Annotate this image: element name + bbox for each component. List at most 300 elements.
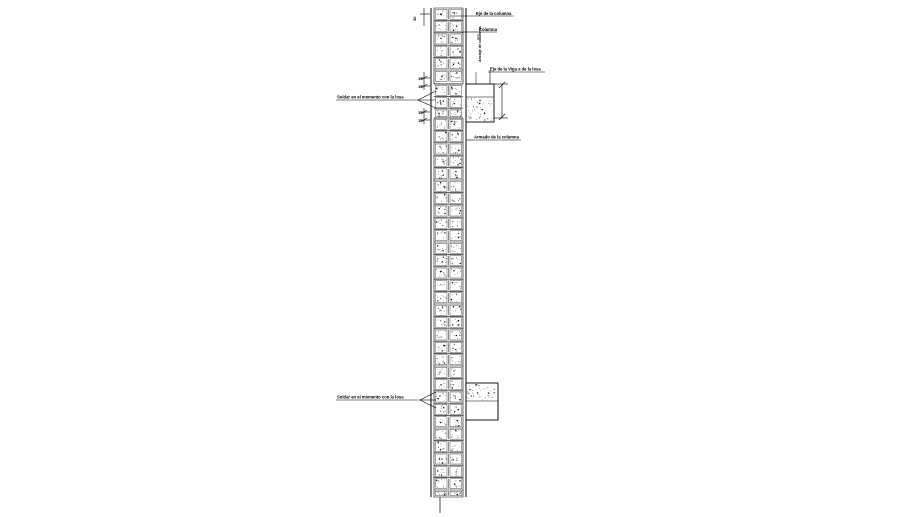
aggregate-mark bbox=[439, 363, 440, 364]
dim-upper-left-2: 15 bbox=[418, 84, 423, 89]
aggregate-dot bbox=[489, 102, 490, 103]
aggregate-dot bbox=[445, 120, 446, 121]
aggregate-dot bbox=[479, 388, 480, 389]
aggregate-dot bbox=[445, 75, 446, 76]
aggregate-dot bbox=[442, 422, 443, 423]
block-cell bbox=[436, 268, 448, 278]
aggregate-dot bbox=[452, 368, 453, 369]
aggregate-dot bbox=[438, 430, 439, 431]
aggregate-dot bbox=[459, 163, 460, 164]
block-cell bbox=[450, 9, 462, 19]
aggregate-dot bbox=[452, 387, 453, 388]
column-block bbox=[434, 130, 463, 141]
aggregate-dot bbox=[437, 487, 438, 488]
aggregate-mark bbox=[473, 396, 474, 397]
column-block bbox=[434, 478, 463, 489]
aggregate-mark bbox=[446, 258, 447, 259]
aggregate-dot bbox=[453, 270, 454, 271]
aggregate-dot bbox=[453, 124, 454, 125]
aggregate-mark bbox=[443, 111, 444, 112]
aggregate-dot bbox=[441, 350, 442, 351]
aggregate-dot bbox=[439, 494, 440, 495]
aggregate-dot bbox=[441, 22, 442, 23]
aggregate-dot bbox=[460, 310, 461, 311]
aggregate-dot bbox=[436, 221, 437, 222]
aggregate-dot bbox=[437, 233, 438, 234]
aggregate-dot bbox=[442, 494, 443, 495]
aggregate-dot bbox=[468, 392, 469, 393]
aggregate-dot bbox=[457, 273, 458, 274]
aggregate-dot bbox=[442, 405, 443, 406]
aggregate-dot bbox=[457, 338, 458, 339]
aggregate-dot bbox=[457, 110, 458, 111]
aggregate-dot bbox=[458, 150, 459, 151]
aggregate-dot bbox=[441, 219, 442, 220]
aggregate-dot bbox=[443, 100, 444, 101]
block-cell bbox=[450, 22, 462, 32]
aggregate-dot bbox=[455, 430, 456, 431]
aggregate-mark bbox=[477, 107, 478, 108]
aggregate-dot bbox=[443, 139, 444, 140]
aggregate-mark bbox=[458, 233, 459, 234]
aggregate-dot bbox=[442, 248, 443, 249]
aggregate-dot bbox=[452, 457, 453, 458]
aggregate-dot bbox=[482, 400, 483, 401]
aggregate-dot bbox=[459, 356, 460, 357]
aggregate-dot bbox=[453, 384, 454, 385]
aggregate-dot bbox=[437, 249, 438, 250]
aggregate-mark bbox=[470, 117, 471, 118]
aggregate-dot bbox=[480, 391, 481, 392]
aggregate-mark bbox=[487, 118, 488, 119]
aggregate-dot bbox=[452, 282, 453, 283]
aggregate-dot bbox=[438, 258, 439, 259]
aggregate-dot bbox=[467, 397, 468, 398]
aggregate-dot bbox=[438, 493, 439, 494]
aggregate-dot bbox=[459, 306, 460, 307]
aggregate-dot bbox=[460, 361, 461, 362]
aggregate-dot bbox=[444, 311, 445, 312]
aggregate-dot bbox=[456, 458, 457, 459]
aggregate-dot bbox=[457, 39, 458, 40]
aggregate-dot bbox=[460, 363, 461, 364]
aggregate-dot bbox=[441, 232, 442, 233]
column-block bbox=[434, 143, 463, 154]
aggregate-dot bbox=[455, 475, 456, 476]
aggregate-dot bbox=[475, 386, 476, 387]
aggregate-dot bbox=[459, 208, 460, 209]
aggregate-dot bbox=[439, 220, 440, 221]
aggregate-dot bbox=[441, 336, 442, 337]
aggregate-dot bbox=[455, 160, 456, 161]
aggregate-mark bbox=[445, 433, 446, 434]
aggregate-dot bbox=[442, 462, 443, 463]
column-block bbox=[434, 205, 463, 216]
aggregate-dot bbox=[445, 25, 446, 26]
aggregate-dot bbox=[490, 105, 491, 106]
aggregate-dot bbox=[444, 194, 445, 195]
aggregate-mark bbox=[477, 102, 478, 103]
aggregate-dot bbox=[452, 199, 453, 200]
aggregate-dot bbox=[443, 323, 444, 324]
aggregate-dot bbox=[437, 398, 438, 399]
aggregate-dot bbox=[458, 208, 459, 209]
aggregate-mark bbox=[443, 113, 444, 114]
aggregate-mark bbox=[456, 486, 457, 487]
aggregate-dot bbox=[455, 274, 456, 275]
aggregate-dot bbox=[438, 447, 439, 448]
aggregate-dot bbox=[454, 411, 455, 412]
aggregate-dot bbox=[460, 64, 461, 65]
aggregate-dot bbox=[439, 372, 440, 373]
aggregate-dot bbox=[444, 161, 445, 162]
column-block bbox=[434, 242, 463, 253]
aggregate-dot bbox=[456, 177, 457, 178]
aggregate-dot bbox=[480, 116, 481, 117]
aggregate-mark bbox=[454, 344, 455, 345]
aggregate-dot bbox=[478, 113, 479, 114]
aggregate-dot bbox=[482, 109, 483, 110]
aggregate-dot bbox=[441, 122, 442, 123]
column-block bbox=[434, 292, 463, 303]
aggregate-dot bbox=[443, 257, 444, 258]
aggregate-dot bbox=[440, 102, 441, 103]
aggregate-dot bbox=[452, 301, 453, 302]
aggregate-dot bbox=[458, 324, 459, 325]
aggregate-dot bbox=[436, 358, 437, 359]
column-block bbox=[434, 316, 463, 327]
column-block bbox=[434, 84, 463, 95]
aggregate-dot bbox=[451, 386, 452, 387]
block-cell bbox=[450, 404, 462, 414]
aggregate-dot bbox=[444, 383, 445, 384]
aggregate-dot bbox=[440, 139, 441, 140]
aggregate-dot bbox=[491, 120, 492, 121]
aggregate-mark bbox=[479, 117, 480, 118]
aggregate-dot bbox=[459, 102, 460, 103]
aggregate-dot bbox=[454, 101, 455, 102]
aggregate-dot bbox=[452, 135, 453, 136]
aggregate-dot bbox=[458, 361, 459, 362]
block-cell bbox=[450, 293, 462, 303]
aggregate-dot bbox=[455, 319, 456, 320]
aggregate-dot bbox=[443, 383, 444, 384]
column-block bbox=[434, 267, 463, 278]
aggregate-mark bbox=[468, 393, 469, 394]
column-block bbox=[434, 354, 463, 365]
aggregate-dot bbox=[451, 250, 452, 251]
aggregate-dot bbox=[439, 208, 440, 209]
aggregate-dot bbox=[440, 14, 441, 15]
aggregate-dot bbox=[460, 248, 461, 249]
aggregate-dot bbox=[473, 111, 474, 112]
column-block bbox=[434, 304, 463, 315]
aggregate-dot bbox=[468, 99, 469, 100]
aggregate-dot bbox=[451, 121, 452, 122]
aggregate-mark bbox=[454, 121, 455, 122]
aggregate-dot bbox=[437, 470, 438, 471]
aggregate-dot bbox=[444, 213, 445, 214]
aggregate-dot bbox=[452, 251, 453, 252]
block-cell bbox=[436, 429, 448, 439]
aggregate-mark bbox=[455, 137, 456, 138]
aggregate-dot bbox=[437, 297, 438, 298]
aggregate-dot bbox=[445, 331, 446, 332]
aggregate-dot bbox=[441, 76, 442, 77]
aggregate-dot bbox=[457, 29, 458, 30]
column-block bbox=[434, 366, 463, 377]
label-beam-axis: Eje de la Viga a de la losa bbox=[490, 66, 541, 72]
label-weld-bottom: Soldar en el momento con la losa bbox=[337, 394, 404, 400]
aggregate-dot bbox=[443, 380, 444, 381]
aggregate-mark bbox=[494, 389, 495, 390]
column-block bbox=[434, 279, 463, 290]
aggregate-dot bbox=[438, 481, 439, 482]
aggregate-dot bbox=[437, 284, 438, 285]
aggregate-dot bbox=[438, 362, 439, 363]
aggregate-dot bbox=[451, 88, 452, 89]
aggregate-dot bbox=[460, 105, 461, 106]
aggregate-mark bbox=[445, 275, 446, 276]
aggregate-dot bbox=[459, 287, 460, 288]
block-cell bbox=[436, 404, 448, 414]
aggregate-dot bbox=[440, 29, 441, 30]
aggregate-mark bbox=[440, 147, 441, 148]
aggregate-dot bbox=[456, 471, 457, 472]
block-cell bbox=[450, 59, 462, 69]
aggregate-dot bbox=[459, 48, 460, 49]
aggregate-dot bbox=[454, 483, 455, 484]
aggregate-mark bbox=[441, 438, 442, 439]
aggregate-dot bbox=[455, 73, 456, 74]
aggregate-dot bbox=[440, 100, 441, 101]
aggregate-dot bbox=[488, 387, 489, 388]
aggregate-dot bbox=[460, 289, 461, 290]
aggregate-dot bbox=[455, 486, 456, 487]
aggregate-dot bbox=[441, 149, 442, 150]
aggregate-dot bbox=[455, 29, 456, 30]
column-block bbox=[434, 490, 463, 496]
aggregate-dot bbox=[457, 458, 458, 459]
aggregate-dot bbox=[443, 186, 444, 187]
aggregate-dot bbox=[456, 294, 457, 295]
aggregate-dot bbox=[484, 112, 485, 113]
aggregate-dot bbox=[457, 40, 458, 41]
block-cell bbox=[436, 206, 448, 216]
block-cell bbox=[450, 342, 462, 352]
aggregate-dot bbox=[456, 245, 457, 246]
aggregate-mark bbox=[488, 395, 489, 396]
aggregate-dot bbox=[455, 14, 456, 15]
aggregate-mark bbox=[456, 420, 457, 421]
aggregate-dot bbox=[454, 484, 455, 485]
aggregate-dot bbox=[443, 237, 444, 238]
aggregate-dot bbox=[477, 392, 478, 393]
aggregate-dot bbox=[489, 397, 490, 398]
aggregate-mark bbox=[459, 77, 460, 78]
aggregate-mark bbox=[453, 258, 454, 259]
aggregate-dot bbox=[455, 88, 456, 89]
aggregate-dot bbox=[445, 29, 446, 30]
aggregate-dot bbox=[441, 55, 442, 56]
aggregate-mark bbox=[437, 126, 438, 127]
block-cell bbox=[450, 256, 462, 266]
aggregate-dot bbox=[488, 103, 489, 104]
aggregate-dot bbox=[443, 472, 444, 473]
aggregate-dot bbox=[451, 106, 452, 107]
block-cell bbox=[436, 280, 448, 290]
aggregate-dot bbox=[442, 285, 443, 286]
column-block bbox=[434, 341, 463, 352]
dim-lower-left-1: 15 bbox=[418, 110, 423, 115]
aggregate-dot bbox=[453, 157, 454, 158]
aggregate-dot bbox=[453, 227, 454, 228]
aggregate-dot bbox=[456, 301, 457, 302]
aggregate-mark bbox=[457, 49, 458, 50]
aggregate-dot bbox=[437, 50, 438, 51]
aggregate-dot bbox=[457, 225, 458, 226]
aggregate-dot bbox=[457, 121, 458, 122]
aggregate-mark bbox=[456, 460, 457, 461]
aggregate-dot bbox=[454, 112, 455, 113]
aggregate-dot bbox=[440, 371, 441, 372]
column-block bbox=[434, 329, 463, 340]
aggregate-dot bbox=[454, 12, 455, 13]
aggregate-dot bbox=[459, 485, 460, 486]
aggregate-dot bbox=[456, 12, 457, 13]
aggregate-mark bbox=[441, 64, 442, 65]
aggregate-dot bbox=[469, 389, 470, 390]
aggregate-dot bbox=[459, 67, 460, 68]
aggregate-mark bbox=[444, 163, 445, 164]
aggregate-dot bbox=[455, 369, 456, 370]
aggregate-dot bbox=[484, 114, 485, 115]
aggregate-dot bbox=[453, 17, 454, 18]
aggregate-dot bbox=[441, 35, 442, 36]
aggregate-dot bbox=[441, 443, 442, 444]
aggregate-dot bbox=[452, 200, 453, 201]
aggregate-dot bbox=[457, 175, 458, 176]
block-cell bbox=[436, 417, 448, 427]
aggregate-mark bbox=[439, 146, 440, 147]
block-cell bbox=[436, 59, 448, 69]
aggregate-dot bbox=[458, 236, 459, 237]
aggregate-dot bbox=[453, 64, 454, 65]
column-block bbox=[434, 230, 463, 241]
aggregate-dot bbox=[440, 449, 441, 450]
aggregate-dot bbox=[455, 93, 456, 94]
aggregate-dot bbox=[441, 220, 442, 221]
aggregate-dot bbox=[438, 115, 439, 116]
column-block bbox=[434, 391, 463, 402]
aggregate-dot bbox=[456, 72, 457, 73]
block-cell bbox=[436, 392, 448, 402]
aggregate-dot bbox=[452, 52, 453, 53]
aggregate-mark bbox=[452, 12, 453, 13]
aggregate-dot bbox=[437, 37, 438, 38]
aggregate-dot bbox=[452, 459, 453, 460]
column-block bbox=[434, 180, 463, 191]
aggregate-mark bbox=[441, 124, 442, 125]
aggregate-dot bbox=[445, 160, 446, 161]
aggregate-mark bbox=[439, 310, 440, 311]
aggregate-dot bbox=[455, 362, 456, 363]
block-cell bbox=[450, 442, 462, 452]
aggregate-dot bbox=[446, 411, 447, 412]
aggregate-dot bbox=[443, 174, 444, 175]
aggregate-dot bbox=[457, 409, 458, 410]
column-block bbox=[434, 58, 463, 69]
column-block bbox=[434, 217, 463, 228]
aggregate-dot bbox=[445, 423, 446, 424]
aggregate-dot bbox=[476, 119, 477, 120]
block-cell bbox=[450, 280, 462, 290]
aggregate-dot bbox=[457, 221, 458, 222]
aggregate-dot bbox=[445, 395, 446, 396]
aggregate-dot bbox=[442, 459, 443, 460]
aggregate-dot bbox=[444, 186, 445, 187]
aggregate-dot bbox=[453, 446, 454, 447]
aggregate-dot bbox=[452, 105, 453, 106]
column-block bbox=[434, 453, 463, 464]
aggregate-dot bbox=[444, 282, 445, 283]
aggregate-dot bbox=[437, 88, 438, 89]
aggregate-dot bbox=[446, 198, 447, 199]
aggregate-dot bbox=[441, 251, 442, 252]
aggregate-mark bbox=[444, 492, 445, 493]
aggregate-dot bbox=[441, 184, 442, 185]
aggregate-mark bbox=[459, 493, 460, 494]
aggregate-dot bbox=[457, 112, 458, 113]
aggregate-dot bbox=[458, 320, 459, 321]
block-cell bbox=[436, 110, 448, 117]
aggregate-dot bbox=[460, 236, 461, 237]
column-block bbox=[434, 428, 463, 439]
aggregate-dot bbox=[439, 457, 440, 458]
aggregate-dot bbox=[443, 296, 444, 297]
aggregate-dot bbox=[437, 75, 438, 76]
aggregate-dot bbox=[443, 420, 444, 421]
aggregate-dot bbox=[453, 247, 454, 248]
aggregate-mark bbox=[440, 411, 441, 412]
aggregate-mark bbox=[441, 79, 442, 80]
aggregate-dot bbox=[444, 494, 445, 495]
aggregate-dot bbox=[455, 148, 456, 149]
aggregate-mark bbox=[438, 35, 439, 36]
aggregate-mark bbox=[443, 357, 444, 358]
block-cell bbox=[436, 293, 448, 303]
aggregate-mark bbox=[444, 36, 445, 37]
aggregate-dot bbox=[455, 310, 456, 311]
bottom-slab bbox=[466, 383, 498, 420]
aggregate-dot bbox=[441, 408, 442, 409]
block-cell bbox=[436, 355, 448, 365]
aggregate-dot bbox=[456, 209, 457, 210]
aggregate-dot bbox=[443, 407, 444, 408]
aggregate-dot bbox=[459, 331, 460, 332]
aggregate-dot bbox=[456, 475, 457, 476]
aggregate-dot bbox=[467, 391, 468, 392]
aggregate-dot bbox=[452, 139, 453, 140]
aggregate-mark bbox=[451, 381, 452, 382]
aggregate-dot bbox=[451, 384, 452, 385]
aggregate-dot bbox=[458, 386, 459, 387]
aggregate-mark bbox=[457, 77, 458, 78]
aggregate-dot bbox=[452, 449, 453, 450]
aggregate-mark bbox=[444, 209, 445, 210]
aggregate-dot bbox=[443, 345, 444, 346]
aggregate-dot bbox=[452, 226, 453, 227]
